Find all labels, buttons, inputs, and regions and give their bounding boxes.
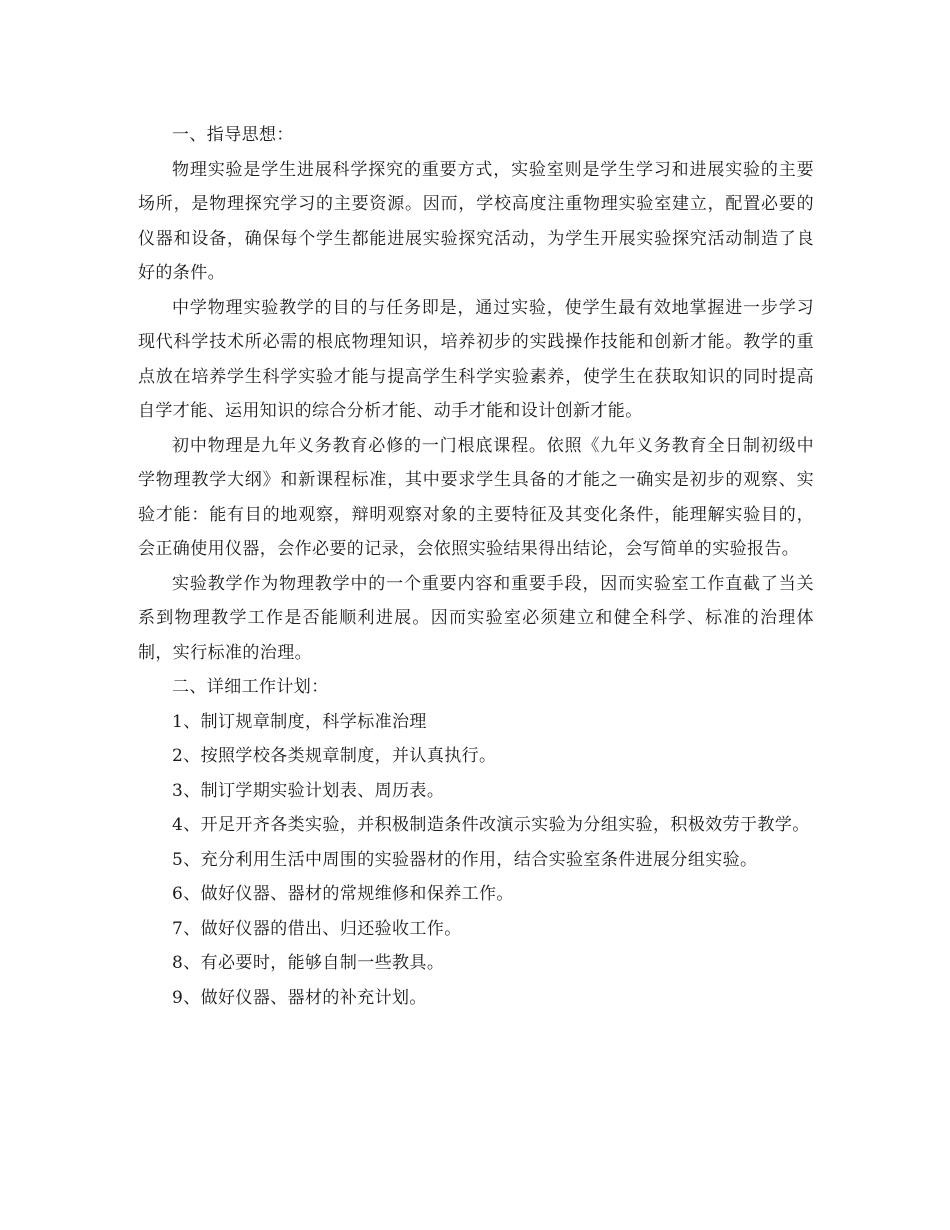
plan-item-6: 6、做好仪器、器材的常规维修和保养工作。 xyxy=(172,884,514,904)
document-page xyxy=(138,118,814,1015)
plan-item-4: 4、开足开齐各类实验，并积极制造条件改演示实验为分组实验，积极效劳于教学。 xyxy=(172,815,810,835)
plan-item-7: 7、做好仪器的借出、归还验收工作。 xyxy=(172,918,462,939)
paragraph-lab-management: 实验教学作为物理教学中的一个重要内容和重要手段，因而实验室工作直截了当关系到物理教学工作是否能顺利进展。因而实验室必须建立和健全科学、标准的治理体制，实行标准的治理。 xyxy=(138,573,814,663)
plan-item-9: 9、做好仪器、器材的补充计划。 xyxy=(172,987,427,1008)
section-heading-guiding-thought: 一、指导思想： xyxy=(172,125,294,145)
plan-item-1: 1、制订规章制度，科学标准治理 xyxy=(172,711,427,732)
plan-item-2: 2、按照学校各类规章制度，并认真执行。 xyxy=(172,746,497,766)
paragraph-curriculum: 初中物理是九年义务教育必修的一门根底课程。依照《九年义务教育全日制初级中学物理教学大纲》和新课程标准，其中要求学生具备的才能之一确实是初步的观察、实验才能：能有目的地观察，辩明观察对象的主要特征及其变化条件，能理解实验目的，会正确使用仪器，会作必要的记录，会依照实验结果得出结论，会写简单的实验报告。 xyxy=(138,435,814,559)
plan-item-5: 5、充分利用生活中周围的实验器材的作用，结合实验室条件进展分组实验。 xyxy=(172,849,758,870)
plan-item-3: 3、制订学期实验计划表、周历表。 xyxy=(172,780,445,801)
paragraph-teaching-goals: 中学物理实验教学的目的与任务即是，通过实验，使学生最有效地掌握进一步学习现代科学技术所必需的根底物理知识，培养初步的实践操作技能和创新才能。教学的重点放在培养学生科学实验才能与提高学生科学实验素养，使学生在获取知识的同时提高自学才能、运用知识的综合分析才能、动手才能和设计创新才能。 xyxy=(138,297,814,421)
paragraph-lab-importance: 物理实验是学生进展科学探究的重要方式，实验室则是学生学习和进展实验的主要场所，是物理探究学习的主要资源。因而，学校高度注重物理实验室建立，配置必要的仪器和设备，确保每个学生都能进展实验探究活动，为学生开展实验探究活动制造了良好的条件。 xyxy=(138,159,814,283)
section-heading-work-plan: 二、详细工作计划： xyxy=(172,677,329,697)
plan-item-8: 8、有必要时，能够自制一些教具。 xyxy=(172,953,445,973)
